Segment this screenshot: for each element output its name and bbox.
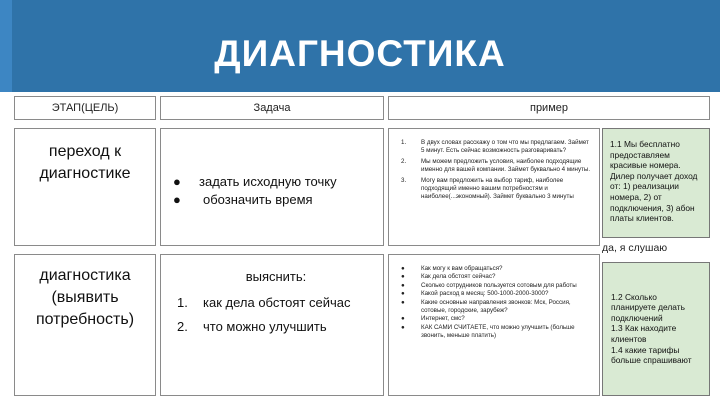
bullet-icon: ● bbox=[173, 174, 181, 189]
bullet-icon: ● bbox=[401, 298, 405, 306]
client-reply: да, я слушаю bbox=[602, 242, 668, 254]
stage-transition-label: переход к диагностике bbox=[39, 143, 131, 182]
questions-list bbox=[401, 265, 593, 341]
column-header-example: пример bbox=[388, 96, 710, 120]
list-item: ● КАК САМИ СЧИТАЕТЕ, что можно улучшить (больше звонить, меньше платить) bbox=[401, 323, 575, 340]
example-diagnosis-questions bbox=[388, 254, 600, 396]
task-diagnosis-heading: выяснить: bbox=[245, 269, 307, 284]
list-item: 2. что можно улучшить bbox=[177, 319, 327, 334]
list-item: 3. Могу вам предложить на выбор тариф, наиболее подходящий именно вашим потребностям и наиболее(...экономный). Займет буквально 3 минуты bbox=[401, 176, 574, 201]
list-item: ● задать исходную точку bbox=[173, 174, 337, 189]
list-item: 1. как дела обстоят сейчас bbox=[177, 295, 351, 310]
column-header-stage: ЭТАП(ЦЕЛЬ) bbox=[14, 96, 156, 120]
list-item: ● Как дела обстоят сейчас? bbox=[401, 273, 496, 281]
task-diagnosis bbox=[160, 254, 384, 396]
list-item: 2. Мы можем предложить условия, наиболее подходящие именно для вашей компании. Займет буквально 4 минуты. bbox=[401, 157, 591, 174]
stage-diagnosis bbox=[14, 254, 156, 396]
bullet-icon: ● bbox=[401, 315, 405, 323]
list-item: ● Сколько сотрудников пользуется сотовым для работы bbox=[401, 281, 577, 289]
script-list bbox=[401, 139, 593, 202]
list-item: ● Как могу к вам обращаться? bbox=[401, 265, 503, 272]
bullet-icon: ● bbox=[401, 265, 405, 272]
example-transition-script bbox=[388, 128, 600, 246]
task-transition-list bbox=[173, 173, 375, 209]
column-header-task: Задача bbox=[160, 96, 384, 120]
list-item: ● обозначить время bbox=[173, 192, 313, 207]
list-item: ● Какой расход в месяц: 500-1000-2000-3000? bbox=[401, 290, 549, 298]
note-diagnosis: 1.2 Сколько планируете делать подключений 1.3 Как находите клиентов 1.4 какие тарифы больше спрашивают bbox=[602, 262, 710, 396]
slide-header bbox=[0, 0, 720, 92]
slide-title: ДИАГНОСТИКА bbox=[214, 33, 506, 74]
note-transition: 1.1 Мы бесплатно предоставляем красивые номера. Дилер получает доход от: 1) реализации номера, 2) от подключения, 3) абон платы клиентов. bbox=[602, 128, 710, 238]
task-diagnosis-list bbox=[177, 291, 375, 339]
stage-transition bbox=[14, 128, 156, 246]
list-item: ● Какие основные направления звонков: Мск, Россия, сотовые, городские, зарубеж? bbox=[401, 298, 571, 315]
bullet-icon: ● bbox=[401, 281, 405, 289]
bullet-icon: ● bbox=[401, 290, 405, 298]
bullet-icon: ● bbox=[173, 192, 181, 207]
stage-diagnosis-label: диагностика (выявить потребность) bbox=[35, 267, 135, 328]
bullet-icon: ● bbox=[401, 323, 405, 331]
list-item: 1. В двух словах расскажу о том что мы предлагаем. Займет 5 минут. Есть сейчас возможность разговаривать? bbox=[401, 139, 589, 155]
list-item: ● Интернет, смс? bbox=[401, 315, 465, 323]
bullet-icon: ● bbox=[401, 273, 405, 281]
task-transition bbox=[160, 128, 384, 246]
